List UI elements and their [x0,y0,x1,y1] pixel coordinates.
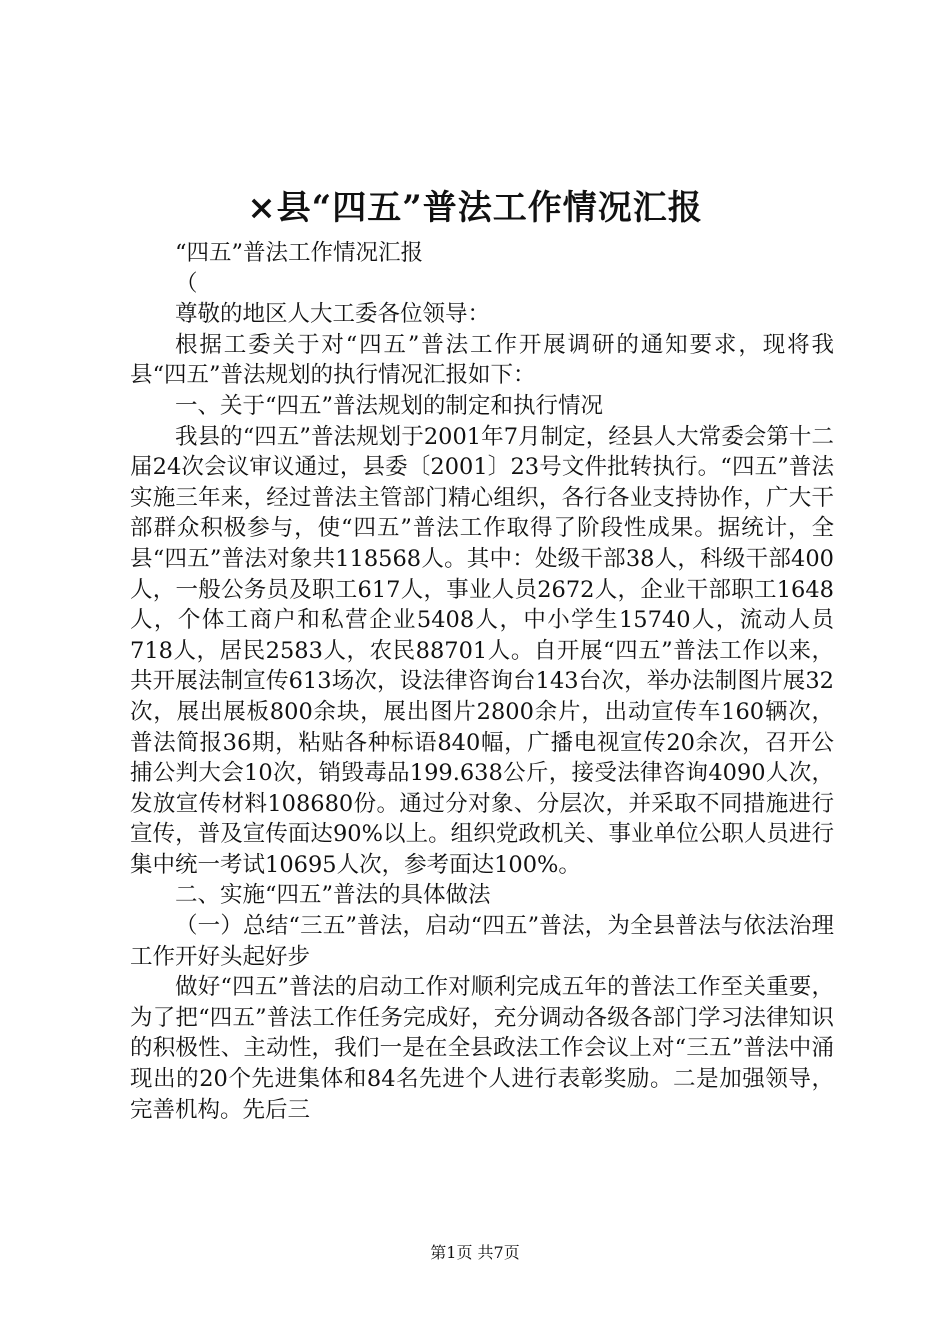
intro-paragraph: 根据工委关于对“四五”普法工作开展调研的通知要求，现将我县“四五”普法规划的执行情况汇报如下： [130,331,834,389]
section-heading-1: 一、关于“四五”普法规划的制定和执行情况 [175,392,604,419]
subtitle-paragraph: “四五”普法工作情况汇报 [175,240,424,266]
document-title: ×县“四五”普法工作情况汇报 [247,188,703,228]
salutation-paragraph: 尊敬的地区人大工委各位领导： [175,301,491,328]
body-paragraph-launch: 做好“四五”普法的启动工作对顺利完成五年的普法工作至关重要，为了把“四五”普法工作任务完成好，充分调动各级各部门学习法律知识的积极性、主动性，我们一是在全县政法工作会议上对“三五”普法中涌现出的20个先进集体和84名先进个人进行表彰奖励。二是加强领导，完善机构。先后三 [130,974,834,1123]
page-footer: 第1页 共7页 [430,1243,520,1262]
bracket-paragraph: （ [175,270,198,297]
document-body [130,238,834,1125]
body-paragraph-statistics: 我县的“四五”普法规划于2001年7月制定，经县人大常委会第十二届24次会议审议通过，县委〔2001〕23号文件批转执行。“四五”普法实施三年来，经过普法主管部门精心组织，各行各业支持协作，广大干部群众积极参与，使“四五”普法工作取得了阶段性成果。据统计，全县“四五”普法对象共118568人。其中：处级干部38人，科级干部400人，一般公务员及职工617人，事业人员2672人，企业干部职工1648人，个体工商户和私营企业5408人，中小学生15740人，流动人员718人，居民2583人，农民88701人。自开展“四五”普法工作以来，共开展法制宣传613场次，设法律咨询台143台次，举办法制图片展32次，展出展板800余块，展出图片2800余片，出动宣传车160辆次，普法简报36期，粘贴各种标语840幅，广播电视宣传20余次，召开公捕公判大会10次，销毁毒品199.638公斤，接受法律咨询4090人次，发放宣传材料108680份。通过分对象、分层次，并采取不同措施进行宣传，普及宣传面达90%以上。组织党政机关、事业单位公职人员进行集中统一考试10695人次，参考面达100%。 [130,423,834,878]
subsection-heading-1: （一）总结“三五”普法，启动“四五”普法，为全县普法与依法治理工作开好头起好步 [130,913,834,970]
section-heading-2: 二、实施“四五”普法的具体做法 [175,882,491,909]
